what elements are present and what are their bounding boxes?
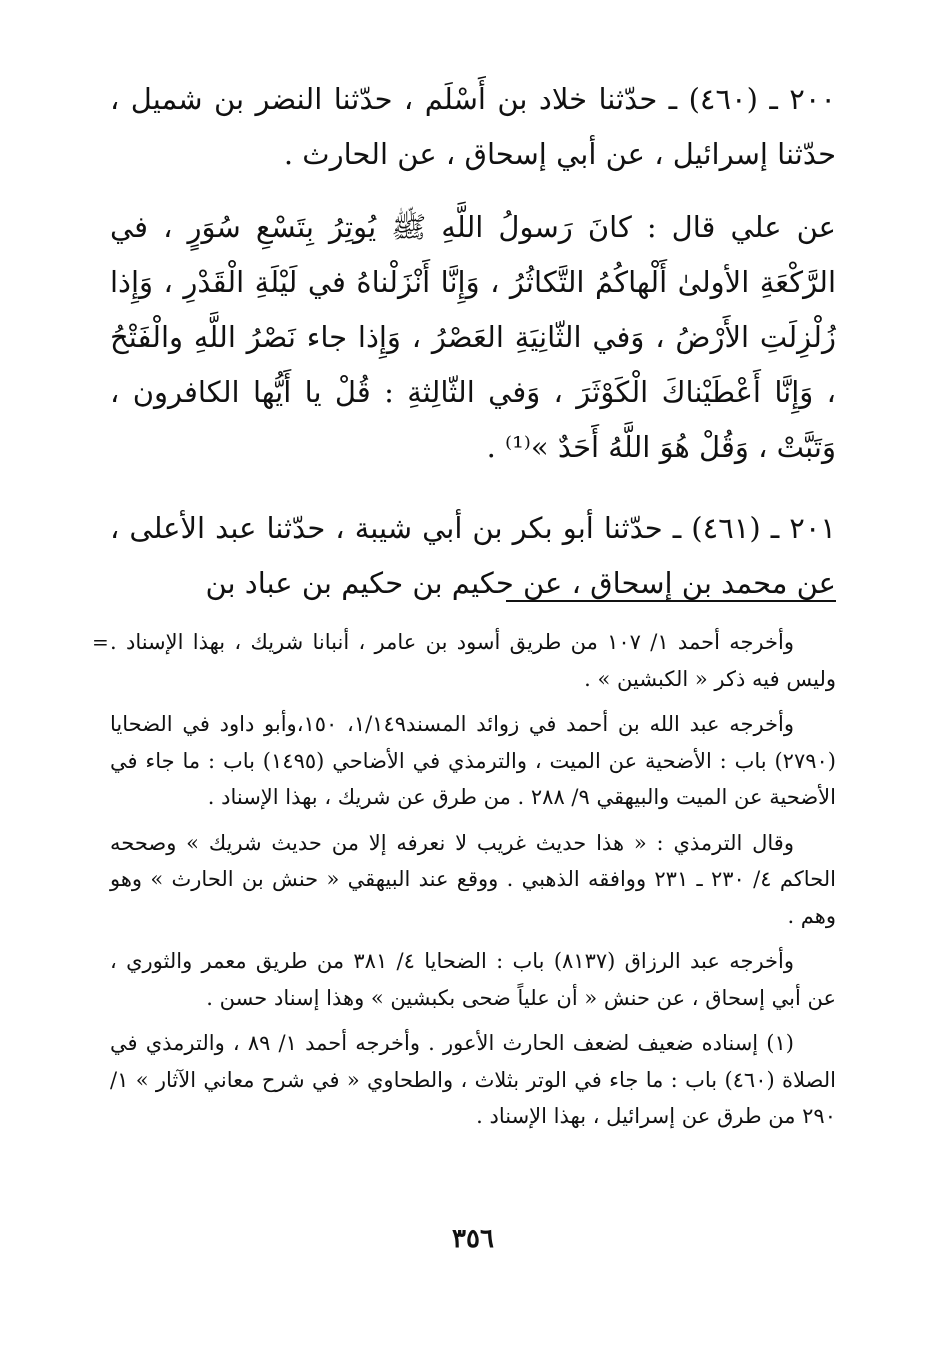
- hadith-201-isnad: ٢٠١ ـ (٤٦١) ـ حدّثنا أبو بكر بن أبي شيبة ، حدّثنا عبد الأعلى ، عن محمد بن إسحاق ، عن حكيم بن حكيم بن عباد بن: [110, 511, 836, 600]
- page-number: ٣٥٦: [452, 1224, 494, 1254]
- footnote-paragraph: وأخرجه أحمد ١/ ١٠٧ من طريق أسود بن عامر ، أنبانا شريك ، بهذا الإسناد . وليس فيه ذكر « الكبشين » .: [110, 630, 836, 691]
- hadith-200-matn: عن علي قال : كانَ رَسولُ اللَّهِ ﷺ يُوتِرُ بِتَسْعِ سُوَرٍ ، في الرَّكْعَةِ الأولىٰ أَلْهاكُمُ التَّكاثُرُ ، وَإِنَّا أَنْزَلْناهُ في لَيْلَةِ الْقَدْرِ ، وَإِذا زُلْزِلَتِ الأَرْضُ ، وَفي الثّانِيَةِ العَصْرُ ، وَإِذا جاء نَصْرُ اللَّهِ والْفَتْحُ ، وَإِنَّا أَعْطَيْناكَ الْكَوْثَرَ ، وَفي الثّالِثةِ : قُلْ يا أَيُّها الكافرون ، وَتَبَّتْ ، وَقُلْ هُوَ اللَّهُ أَحَدٌ »⁽¹⁾ .: [110, 210, 836, 464]
- footnote-1: (١) إسناده ضعيف لضعف الحارث الأعور . وأخرجه أحمد ١/ ٨٩ ، والترمذي في الصلاة (٤٦٠) باب : ما جاء في الوتر بثلاث ، والطحاوي « في شرح معاني الآثار » ١/ ٢٩٠ من طرق عن إسرائيل ، بهذا الإسناد .: [110, 1031, 836, 1128]
- footnote-continuation-mark: =: [92, 630, 109, 654]
- footnote-separator: [506, 600, 836, 602]
- footnote-paragraph: وأخرجه عبد الله بن أحمد في زوائد المسند١/١٤٩، ١٥٠،وأبو داود في الضحايا (٢٧٩٠) باب : الأضحية عن الميت ، والترمذي في الأضاحي (١٤٩٥) باب : ما جاء في الأضحية عن الميت والبيهقي ٩/ ٢٨٨ . من طرق عن شريك ، بهذا الإسناد .: [110, 712, 836, 809]
- footnote-paragraph: وقال الترمذي : « هذا حديث غريب لا نعرفه إلا من حديث شريك » وصححه الحاكم ٤/ ٢٣٠ ـ ٢٣١ ووافقه الذهبي . ووقع عند البيهقي « حنش بن الحارث » وهو وهم .: [110, 830, 836, 928]
- hadith-200-isnad: ٢٠٠ ـ (٤٦٠) ـ حدّثنا خلاد بن أَسْلَم ، حدّثنا النضر بن شميل ، حدّثنا إسرائيل ، عن أبي إسحاق ، عن الحارث .: [110, 82, 837, 171]
- footnote-paragraph: وأخرجه عبد الرزاق (٨١٣٧) باب : الضحايا ٤/ ٣٨١ من طريق معمر والثوري ، عن أبي إسحاق ، عن حنش « أن علياً ضحى بكبشين » وهذا إسناد حسن .: [110, 949, 836, 1010]
- book-page: [92, 72, 837, 1357]
- footnotes-section: [92, 624, 836, 1144]
